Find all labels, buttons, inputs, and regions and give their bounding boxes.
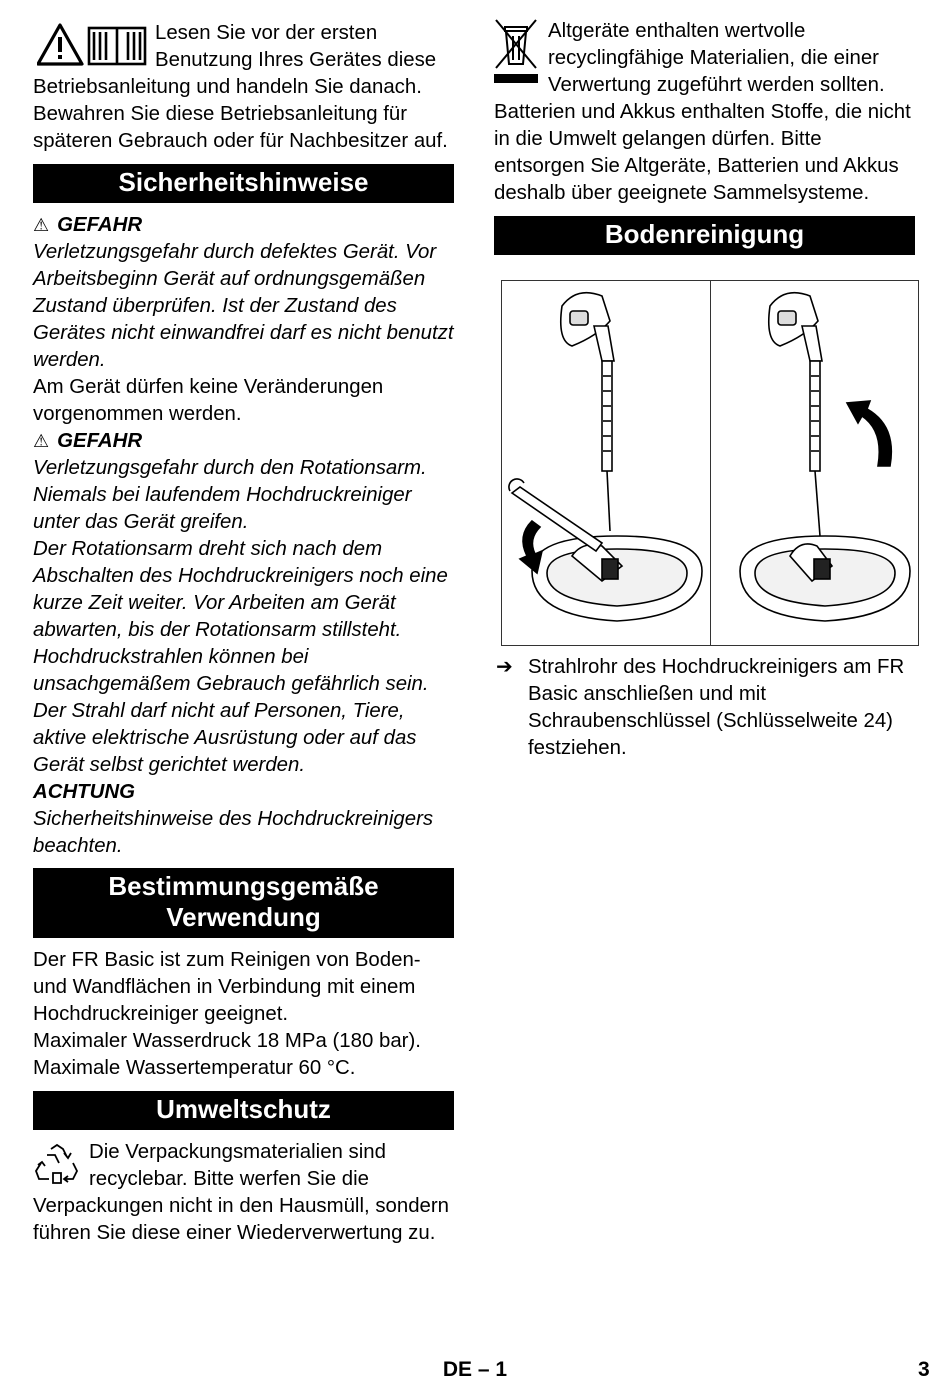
warning-triangle-icon: ⚠ [33,431,50,451]
environment-heading: Umweltschutz [33,1091,454,1130]
usage-heading-line2: Verwendung [166,902,321,932]
lance-with-wrench-drawing [509,293,702,621]
danger-label-text: GEFAHR [57,214,143,236]
usage-text-3: Maximale Wassertemperatur 60 °C. [33,1057,356,1079]
recycle-icon [33,1143,81,1192]
usage-heading-line1: Bestimmungsgemäße [108,871,379,901]
floor-cleaning-illustration [501,280,919,646]
intro-text: Lesen Sie vor der ersten Benutzung Ihres Gerätes diese Betriebsanleitung und handeln Sie danach. Bewahren Sie diese Betriebsanleitung für späteren Gebrauch oder für Nachbesitzer auf. [33,22,448,152]
warning-triangle-icon: ⚠ [33,215,50,235]
right-column [494,18,915,762]
left-column [33,18,454,1247]
attention-text: Sicherheitshinweise des Hochdruckreinigers beachten. [33,808,434,857]
intro-block [33,20,454,155]
warning-triangle-icon [38,25,82,64]
manual-book-icon [89,28,145,64]
disposal-block [494,18,915,207]
floor-step-item [494,654,915,762]
safety-heading: Sicherheitshinweise [33,164,454,203]
page-number: 3 [918,1358,930,1381]
environment-text: Die Verpackungsmaterialien sind recyclebar. Bitte werfen Sie die Verpackungen nicht in den Hausmüll, sondern führen Sie diese einer Wiederverwertung zu. [33,1141,450,1244]
danger-text-2b: Der Rotationsarm dreht sich nach dem Abschalten des Hochdruckreinigers noch eine kurze Zeit weiter. Vor Arbeiten am Gerät abwarten, bis der Rotationsarm stillsteht. Hochdruckstrahlen können bei unsachgemäßem Gebrauch gefährlich sein. Der Strahl darf nicht auf Personen, Tiere, aktive elektrische Ausrüstung oder auf das Gerät selbst gerichtet werden. [33,538,448,776]
intro-icons [37,22,147,73]
lance-with-rotation-arrow-drawing [740,293,910,621]
disposal-text-1: Altgeräte enthalten wertvolle recyclingfähige Materialien, die einer Verwertung zugeführt werden sollten. [548,20,885,96]
danger-label-1 [33,212,454,239]
danger-text-1: Verletzungsgefahr durch defektes Gerät. Vor Arbeitsbeginn Gerät auf ordnungsgemäßen Zustand überprüfen. Ist der Zustand des Gerätes nicht einwandfrei darf es nicht benutzt werden. [33,241,454,371]
floor-step-text: Strahlrohr des Hochdruckreinigers am FR Basic anschließen und mit Schraubenschlüssel (Schlüsselweite 24) festziehen. [528,656,905,759]
usage-text-1: Der FR Basic ist zum Reinigen von Boden- und Wandflächen in Verbindung mit einem Hochdruckreiniger geeignet. [33,949,421,1025]
danger-label-text: GEFAHR [57,430,143,452]
usage-heading [33,868,454,938]
arrow-right-icon: ➔ [496,656,513,678]
attention-label: ACHTUNG [33,781,135,803]
disposal-text-2: Batterien und Akkus enthalten Stoffe, die nicht in die Umwelt gelangen dürfen. Bitte entsorgen Sie Altgeräte, Batterien und Akkus deshalb über geeignete Sammelsysteme. [494,101,911,204]
danger-label-2 [33,428,454,455]
footer-section-label: DE – 1 [442,1358,508,1381]
usage-text-2: Maximaler Wasserdruck 18 MPa (180 bar). [33,1030,421,1052]
danger-text-2: Verletzungsgefahr durch den Rotationsarm. Niemals bei laufendem Hochdruckreiniger unter das Gerät greifen. [33,457,427,533]
floor-heading: Bodenreinigung [494,216,915,255]
crossed-bin-icon [494,18,538,89]
danger-note-1: Am Gerät dürfen keine Veränderungen vorgenommen werden. [33,376,384,425]
environment-block [33,1139,454,1247]
